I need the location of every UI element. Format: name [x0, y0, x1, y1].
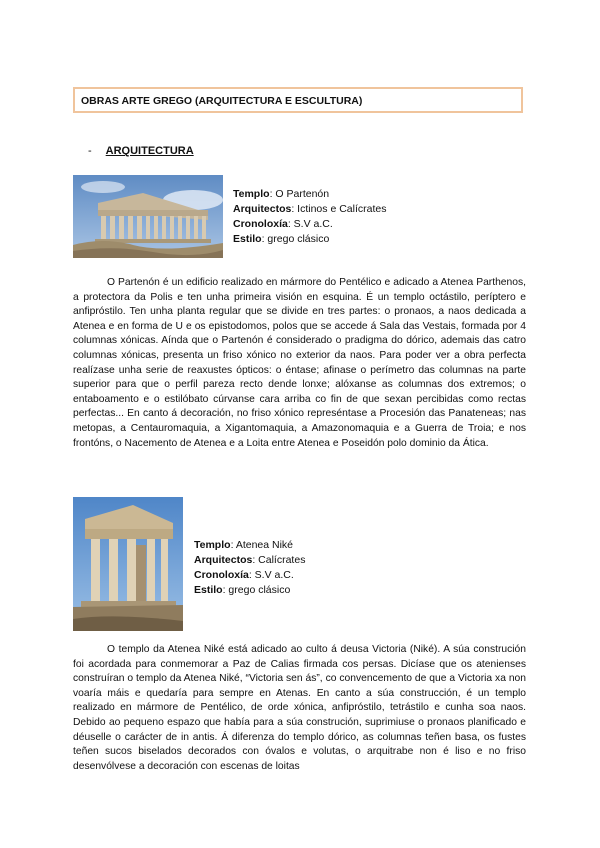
meta-row [194, 568, 305, 583]
meta-value: : Calícrates [252, 554, 306, 566]
meta-value: : S.V a.C. [248, 569, 294, 581]
parthenon-description: O Partenón é un edificio realizado en mármore do Pentélico e adicado a Atenea Parthenos, a protectora da Polis e ten unha primeira visión en esquina. É un templo octástilo, períptero e anfipróstilo. Ten unha planta regular que se divide en tres partes: o pronaos, a naos dedicada a Atenea e en forma de U e os epistodomos, polos que se accede á Sala das Vestais, formada por 4 columnas xónicas. Aínda que o Partenón é considerado o pradigma do dórico, ademais das catro columnas xónicas, presenta un friso xónico no exterior da naos. Para poder ver a obra perfecta realízase unha serie de reaxustes ópticos: o éntase; afinase o perímetro das columnas na parte superior para que o perfil pareza recto dende lonxe; alóxanse as columnas dos extremos; o entaboamento e o estilóbato cúrvanse cara arriba co fin de que sexan percibidas como rectas perfectas... En canto á decoración, no friso xónico represéntase a Procesión das Panateneas; nas metopas, a Centauromaquia, a Xigantomaquia, a Amazonomaquia e a Guerra de Troia; e nos frontóns, o Nacemento de Atenea e a Loita entre Atenea e Poseidón polo dominio da Ática. [73, 277, 526, 449]
meta-row [194, 538, 305, 553]
meta-row [194, 553, 305, 568]
meta-label: Templo [194, 539, 231, 551]
meta-label: Arquitectos [233, 203, 292, 215]
meta-row [233, 232, 386, 247]
meta-label: Cronoloxía [233, 218, 288, 230]
meta-value: : grego clásico [261, 233, 330, 245]
meta-label: Arquitectos [194, 554, 253, 566]
section-title: ARQUITECTURA [105, 145, 194, 157]
athena-nike-meta [194, 538, 305, 598]
section-bullet: - [88, 145, 92, 157]
meta-label: Templo [233, 188, 270, 200]
meta-value: : O Partenón [269, 188, 330, 200]
document-heading: OBRAS ARTE GREGO (ARQUITECTURA E ESCULTURA) [73, 87, 523, 113]
meta-row [194, 583, 305, 598]
meta-label: Estilo [233, 233, 262, 245]
meta-row [233, 187, 386, 202]
athena-nike-description: O templo da Atenea Niké está adicado ao culto á deusa Victoria (Niké). A súa construción foi acordada para conmemorar a Paz de Calias firmada cos persas. Dicíase que os atenienses construíran o templo da Atenea Niké, “Victoria sen ás”, co convencemento de que a Victoria xa non voaría máis e quedaría para sempre en Atenas. En canto a súa construcción, é un templo realizado en mármore de Pentélico, de orde xónica, anfipróstilo, tetrástilo e cunha soa naos. Debido ao pequeno espazo que había para a súa construción, suprimiuse o pronaos planificado e déuselle o carácter de in antis. Á diferenza do templo dórico, as columnas teñen basa, os fustes teñen sucos biselados decorados con óvalos e volutas, o arquitrabe non é liso e no friso desenvólvese a decoración con escenas de loitas [73, 644, 526, 772]
parthenon-meta [233, 187, 386, 247]
parthenon-photo [73, 175, 223, 258]
meta-row [233, 202, 386, 217]
meta-label: Estilo [194, 584, 223, 596]
meta-value: : Atenea Niké [230, 539, 294, 551]
athena-nike-photo [73, 497, 183, 631]
meta-value: : grego clásico [222, 584, 291, 596]
meta-value: : S.V a.C. [287, 218, 333, 230]
section-heading [88, 145, 194, 157]
meta-label: Cronoloxía [194, 569, 249, 581]
meta-row [233, 217, 386, 232]
meta-value: : Ictinos e Calícrates [291, 203, 387, 215]
